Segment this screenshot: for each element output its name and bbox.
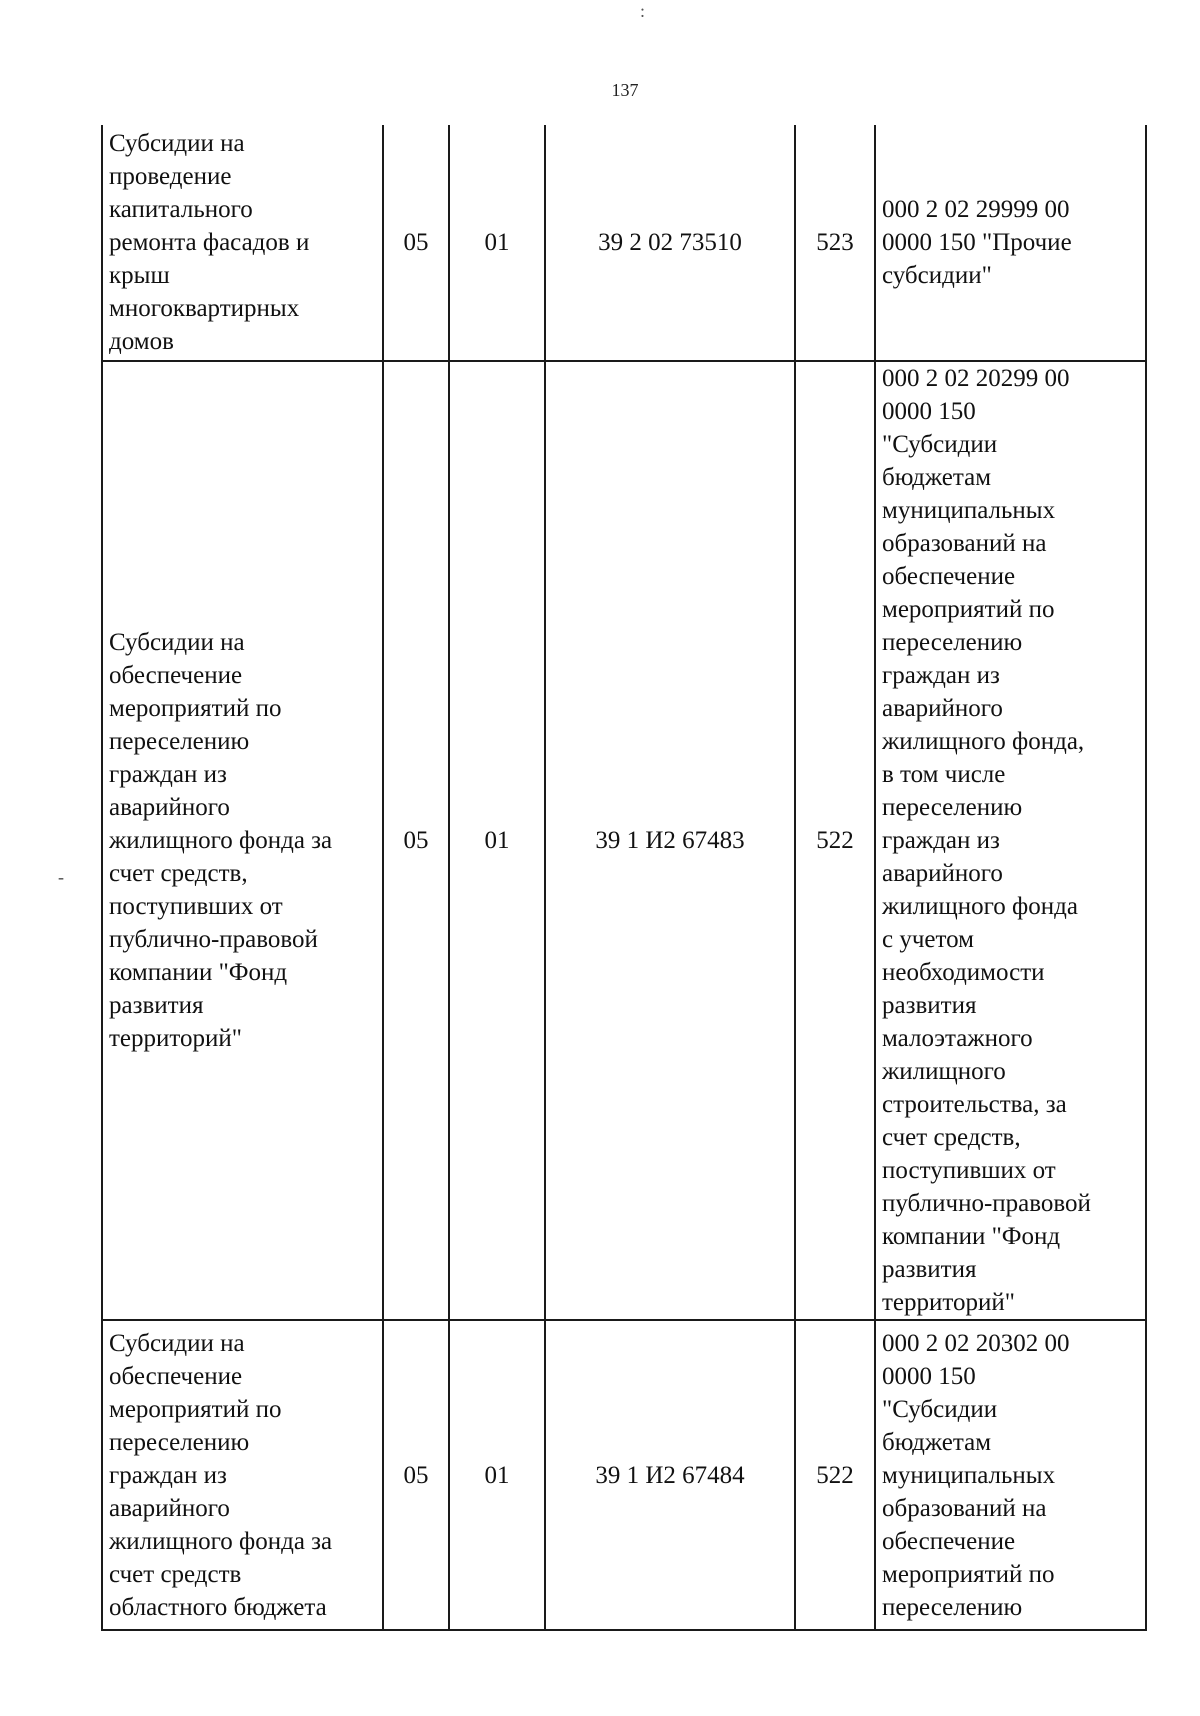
budget-classification-table: [101, 125, 1147, 1631]
scan-margin-mark: -: [58, 867, 64, 887]
section-code-cell: 05: [383, 361, 449, 1320]
section-code-cell: 05: [383, 125, 449, 361]
page-number: 137: [611, 80, 639, 100]
section-code-cell: 05: [383, 1320, 449, 1630]
expense-type-cell: 523: [795, 125, 875, 361]
table-row: [102, 361, 1146, 1320]
revenue-code-cell: 000 2 02 29999 00 0000 150 "Прочие субсидии": [875, 125, 1146, 361]
scan-mark: :: [640, 1, 646, 21]
target-article-cell: 39 2 02 73510: [545, 125, 795, 361]
subsection-code-cell: 01: [449, 1320, 545, 1630]
expense-type-cell: 522: [795, 1320, 875, 1630]
expense-name-cell: Субсидии на обеспечение мероприятий по переселению граждан из аварийного жилищного фонда за счет средств, поступивших от публично-правовой компании "Фонд развития территорий": [102, 361, 383, 1320]
table-row: [102, 125, 1146, 361]
expense-type-cell: 522: [795, 361, 875, 1320]
revenue-code-cell: 000 2 02 20299 00 0000 150 "Субсидии бюджетам муниципальных образований на обеспечение мероприятий по переселению граждан из аварийного жилищного фонда, в том числе переселению граждан из аварийного жилищного фонда с учетом необходимости развития малоэтажного жилищного строительства, за счет средств, поступивших от публично-правовой компании "Фонд развития территорий": [875, 361, 1146, 1320]
expense-name-cell: Субсидии на обеспечение мероприятий по переселению граждан из аварийного жилищного фонда за счет средств областного бюджета: [102, 1320, 383, 1630]
target-article-cell: 39 1 И2 67484: [545, 1320, 795, 1630]
subsection-code-cell: 01: [449, 361, 545, 1320]
expense-name-cell: Субсидии на проведение капитального ремонта фасадов и крыш многоквартирных домов: [102, 125, 383, 361]
table-row: [102, 1320, 1146, 1630]
revenue-code-cell: 000 2 02 20302 00 0000 150 "Субсидии бюджетам муниципальных образований на обеспечение мероприятий по переселению: [875, 1320, 1146, 1630]
target-article-cell: 39 1 И2 67483: [545, 361, 795, 1320]
subsection-code-cell: 01: [449, 125, 545, 361]
